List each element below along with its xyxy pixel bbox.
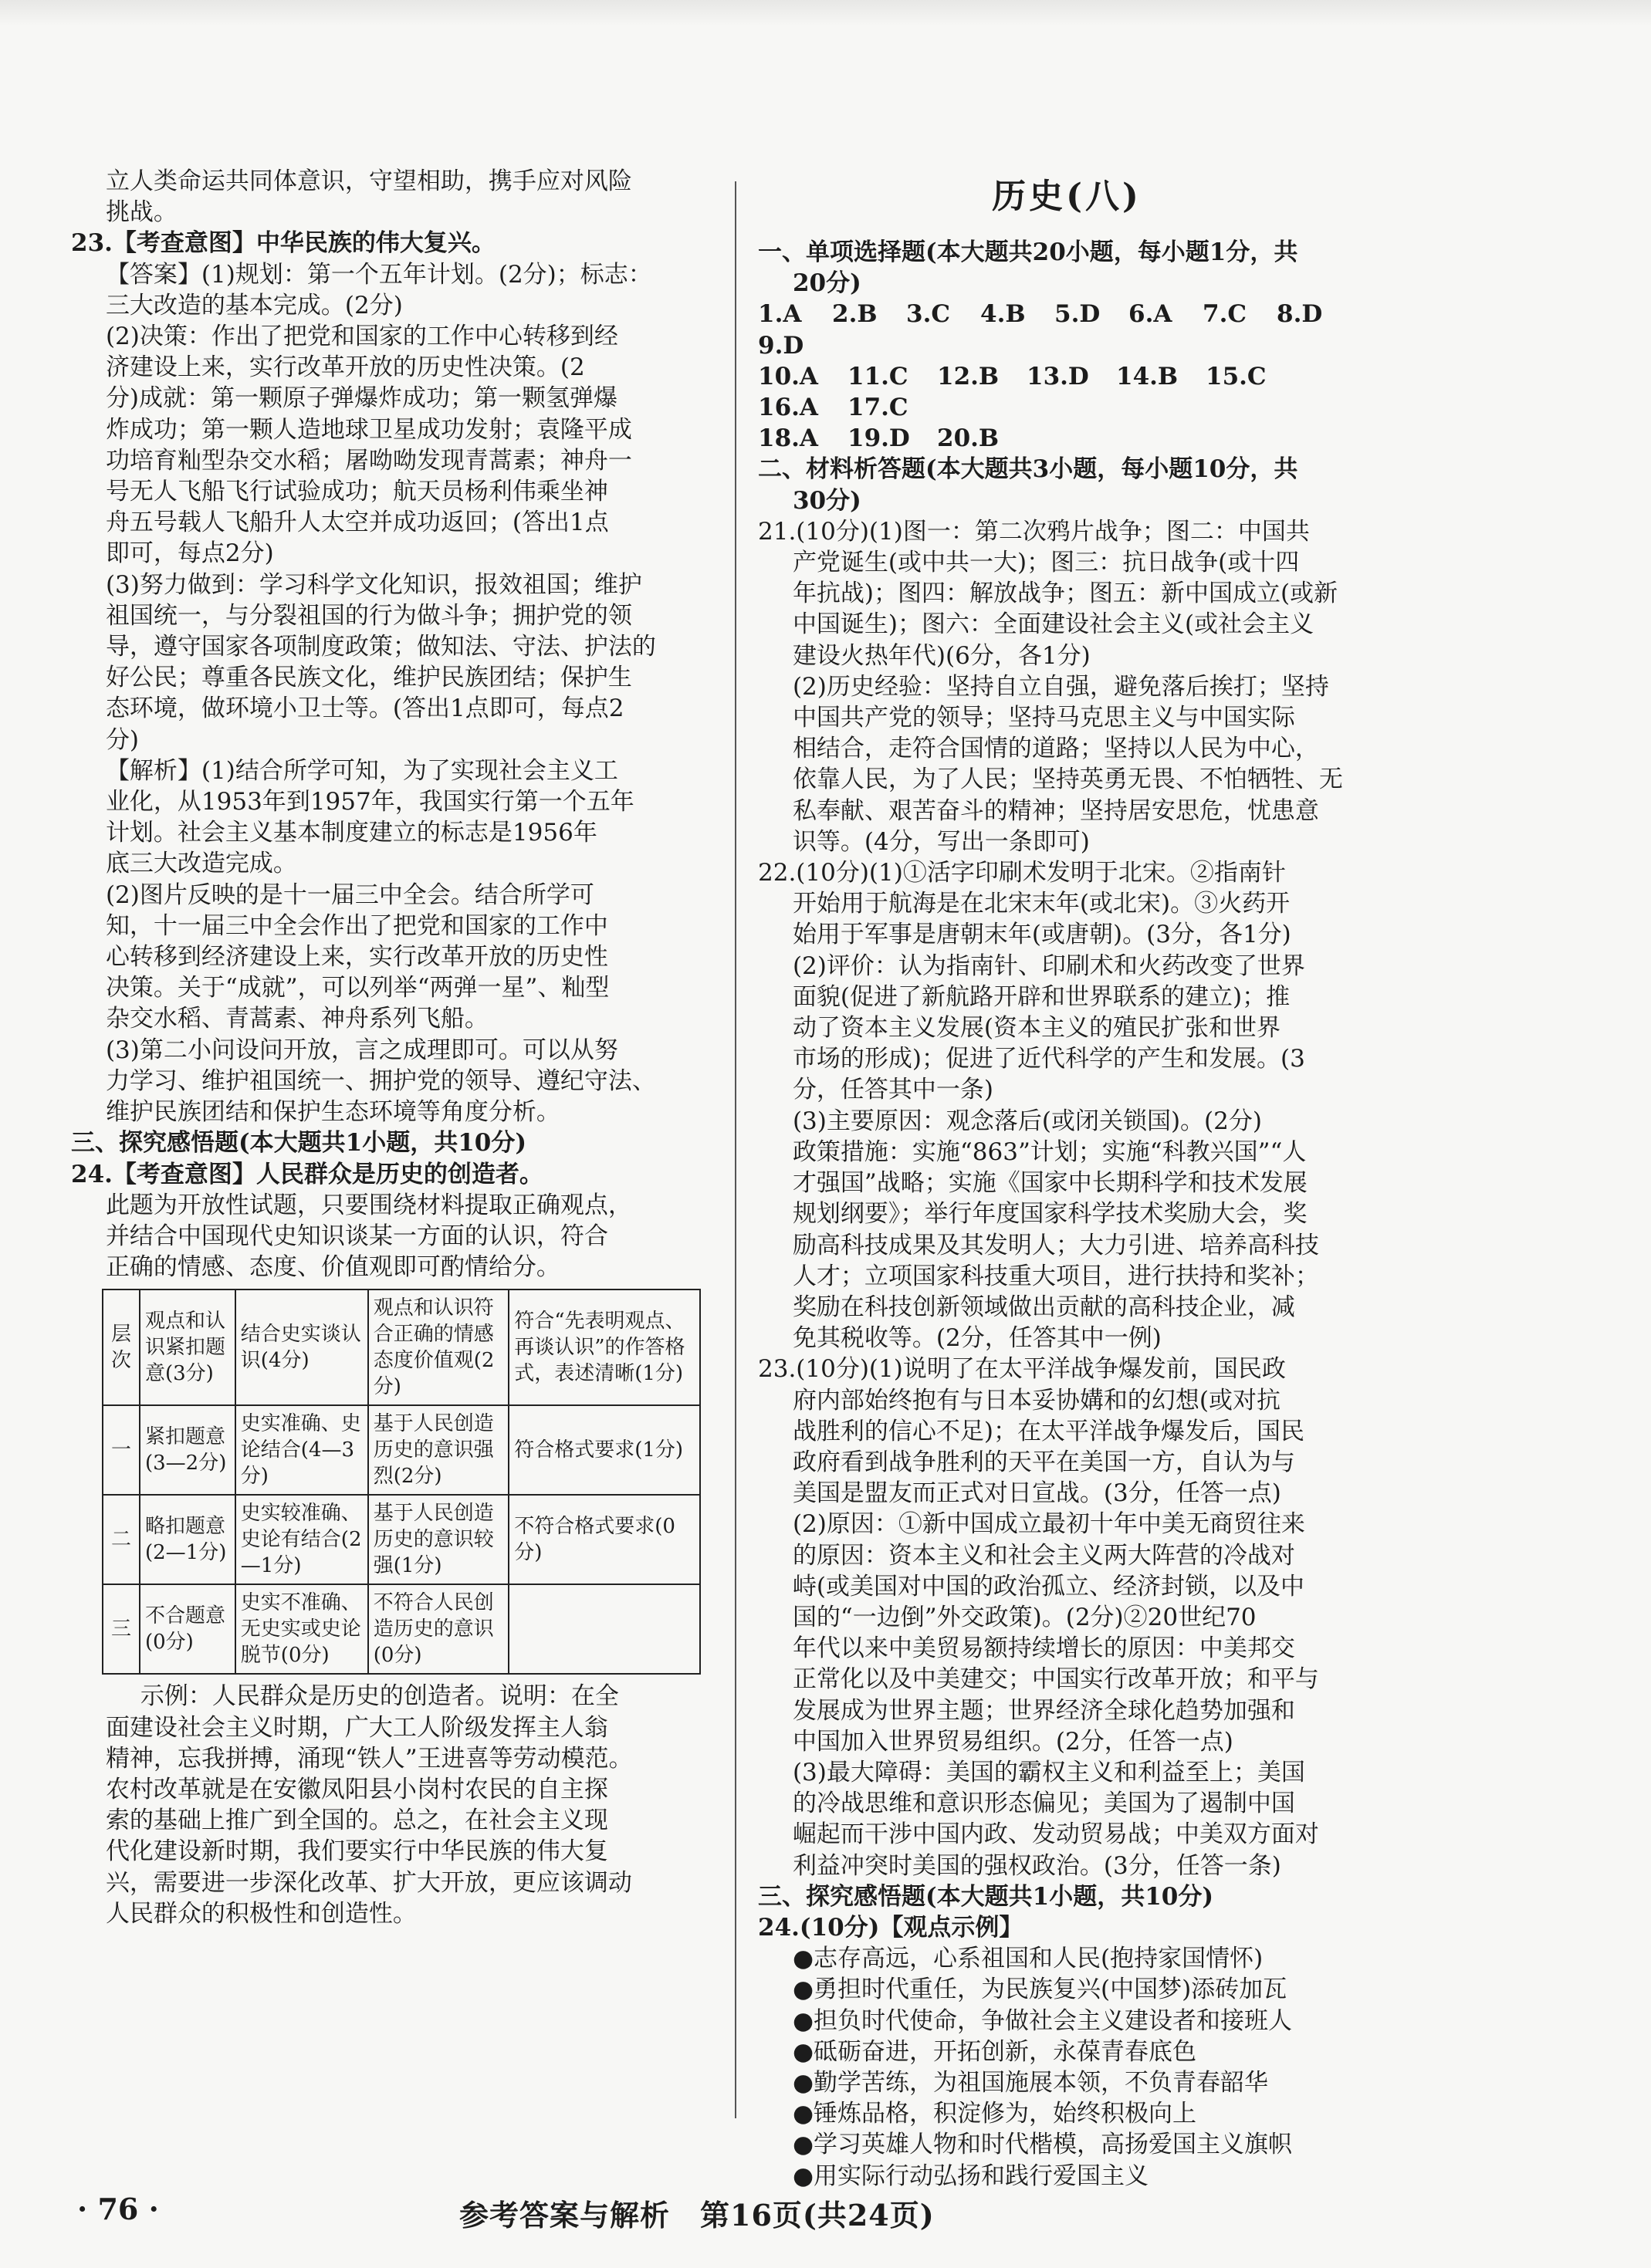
answer-item: 3.C <box>906 300 951 329</box>
question-22-line: 规划纲要》；举行年度国家科学技术奖励大会，奖 <box>792 1200 1308 1229</box>
analysis-line: 【解析】(1)结合所学可知，为了实现社会主义工 <box>105 756 618 785</box>
answer-line: 三大改造的基本完成。(2分) <box>105 291 403 319</box>
question-23-line: 美国是盟友而正式对日宣战。(3分，任答一点) <box>792 1479 1281 1508</box>
table-cell: 史实不准确、无史实或史论脱节(0分) <box>235 1584 368 1674</box>
analysis-line: 力学习、维护祖国统一、拥护党的领导、遵纪守法、 <box>105 1066 656 1095</box>
answer-item: 18.A <box>758 424 818 453</box>
answer-item: 19.D <box>847 424 910 453</box>
question-22-line: 励高科技成果及其发明人；大力引进、培养高科技 <box>792 1231 1319 1259</box>
answer-line: 祖国统一，与分裂祖国的行为做斗争；拥护党的领 <box>105 601 632 630</box>
section-title: 历史(八) <box>992 177 1142 216</box>
answer-line: 【答案】(1)规划：第一个五年计划。(2分)；标志： <box>105 260 652 289</box>
text-line: 立人类命运共同体意识，守望相助，携手应对风险 <box>105 167 632 195</box>
table-row <box>103 1405 700 1495</box>
table-cell <box>509 1584 700 1674</box>
answer-item: 12.B <box>937 362 1000 390</box>
section-3-heading: 三、探究感悟题(本大题共1小题，共10分) <box>758 1882 1214 1911</box>
answer-line: (3)努力做到：学习科学文化知识，报效祖国；维护 <box>105 570 642 599</box>
analysis-line: 计划。社会主义基本制度建立的标志是1956年 <box>105 819 597 847</box>
answer-line: 即可，每点2分) <box>105 539 274 568</box>
answer-line: 济建设上来，实行改革开放的历史性决策。(2 <box>105 353 585 382</box>
question-23-line: 年代以来中美贸易额持续增长的原因：中美邦交 <box>792 1634 1295 1663</box>
question-22-line: 动了资本主义发展(资本主义的殖民扩张和世界 <box>792 1014 1281 1043</box>
answer-item: 10.A <box>758 362 818 390</box>
question-22-line: 分，任答其中一条) <box>792 1076 994 1104</box>
text-line: 正确的情感、态度、价值观即可酌情给分。 <box>105 1253 560 1282</box>
table-cell: 不符合格式要求(0分) <box>509 1495 700 1584</box>
example-line: 人民群众的积极性和创造性。 <box>105 1899 417 1928</box>
question-23-line: 府内部始终抱有与日本妥协媾和的幻想(或对抗 <box>792 1386 1281 1415</box>
answer-item: 1.A <box>758 300 802 329</box>
table-cell: 不合题意(0分) <box>140 1584 235 1674</box>
answer-item: 5.D <box>1054 300 1101 329</box>
question-22-line: (2)评价：认为指南针、印刷术和火药改变了世界 <box>792 951 1305 980</box>
section-1-heading: 一、单项选择题(本大题共20小题，每小题1分，共 <box>758 238 1298 266</box>
viewpoint-bullet: ●勇担时代重任，为民族复兴(中国梦)添砖加瓦 <box>792 1976 1287 2004</box>
answer-item: 14.B <box>1116 362 1179 390</box>
table-cell: 三 <box>103 1584 140 1674</box>
table-cell: 基于人民创造历史的意识较强(1分) <box>368 1495 509 1584</box>
analysis-line: 知，十一届三中全会作出了把党和国家的工作中 <box>105 911 608 940</box>
answer-item: 9.D <box>758 331 804 360</box>
example-line: 兴，需要进一步深化改革、扩大开放，更应该调动 <box>105 1868 632 1897</box>
table-cell: 二 <box>103 1495 140 1584</box>
answer-item: 6.A <box>1128 300 1172 329</box>
question-22-line: 始用于军事是唐朝末年(或唐朝)。(3分，各1分) <box>792 921 1291 949</box>
question-23-line: (3)最大障碍：美国的霸权主义和利益至上；美国 <box>792 1758 1305 1786</box>
table-cell: 符合格式要求(1分) <box>509 1405 700 1495</box>
question-23-line: 峙(或美国对中国的政治孤立、经济封锁，以及中 <box>792 1572 1305 1600</box>
question-21-line: 年抗战)；图四：解放战争；图五：新中国成立(或新 <box>792 580 1338 608</box>
analysis-line: 底三大改造完成。 <box>105 850 297 878</box>
right-column <box>758 174 1375 2192</box>
question-23-line: 的原因：资本主义和社会主义两大阵营的冷战对 <box>792 1541 1295 1570</box>
section-2-heading: 30分) <box>792 486 861 515</box>
question-21-line: 中国诞生)；图六：全面建设社会主义(或社会主义 <box>792 610 1314 639</box>
table-cell: 一 <box>103 1405 140 1495</box>
question-22-line: 市场的形成)；促进了近代科学的产生和发展。(3 <box>792 1045 1305 1073</box>
answer-line: 功培育籼型杂交水稻；屠呦呦发现青蒿素；神舟一 <box>105 446 632 475</box>
question-23-line: 利益冲突时美国的强权政治。(3分，任答一条) <box>792 1851 1281 1880</box>
question-22-line: 奖励在科技创新领域做出贡献的高科技企业，减 <box>792 1293 1295 1321</box>
table-cell: 史实较准确、史论有结合(2—1分) <box>235 1495 368 1584</box>
question-23-line: 政府看到战争胜利的天平在美国一方，自认为与 <box>792 1448 1295 1476</box>
table-cell: 史实准确、史论结合(4—3分) <box>235 1405 368 1495</box>
question-24-heading: 24.【考查意图】人民群众是历史的创造者。 <box>71 1160 543 1188</box>
question-23-line: 中国加入世界贸易组织。(2分，任答一点) <box>792 1727 1233 1756</box>
table-header-cell: 结合史实谈认识(4分) <box>235 1289 368 1405</box>
question-22-line: 政策措施：实施“863”计划；实施“科教兴国”“人 <box>792 1137 1307 1166</box>
table-header-row <box>103 1289 700 1405</box>
scan-top-band <box>0 0 1651 26</box>
answer-line: 态环境，做环境小卫士等。(答出1点即可，每点2 <box>105 695 624 723</box>
answer-item: 4.B <box>980 300 1026 329</box>
question-22-line: 才强国”战略；实施《国家中长期科学和技术发展 <box>792 1169 1308 1198</box>
question-23-line: 的冷战思维和意识形态偏见；美国为了遏制中国 <box>792 1790 1295 1818</box>
table-cell: 不符合人民创造历史的意识(0分) <box>368 1584 509 1674</box>
question-21-line: 中国共产党的领导；坚持马克思主义与中国实际 <box>792 704 1295 732</box>
answer-item: 17.C <box>847 394 908 422</box>
analysis-line: 决策。关于“成就”，可以列举“两弹一星”、籼型 <box>105 974 610 1002</box>
example-line: 面建设社会主义时期，广大工人阶级发挥主人翁 <box>105 1713 608 1742</box>
answer-line: 好公民；尊重各民族文化，维护民族团结；保护生 <box>105 664 632 692</box>
question-21-line: 私奉献、艰苦奋斗的精神；坚持居安思危，忧患意 <box>792 796 1319 825</box>
question-23-line: 发展成为世界主题；世界经济全球化趋势加强和 <box>792 1696 1295 1725</box>
answer-item: 16.A <box>758 394 818 422</box>
answer-item: 13.D <box>1027 362 1089 390</box>
answer-item: 20.B <box>937 424 1000 453</box>
table-header-cell: 层次 <box>103 1289 140 1405</box>
column-divider <box>735 181 736 2118</box>
table-row <box>103 1584 700 1674</box>
analysis-line: 维护民族团结和保护生态环境等角度分析。 <box>105 1098 560 1127</box>
table-row <box>103 1495 700 1584</box>
question-24-heading: 24.(10分)【观点示例】 <box>758 1913 1023 1942</box>
question-21-line: 21.(10分)(1)图一：第二次鸦片战争；图二：中国共 <box>758 517 1310 546</box>
page-number: · 76 · <box>77 2192 159 2226</box>
analysis-line: 业化，从1953年到1957年，我国实行第一个五年 <box>105 788 634 816</box>
question-21-line: 相结合，走符合国情的道路；坚持以人民为中心， <box>792 735 1319 763</box>
answer-key-row <box>758 299 1375 360</box>
section-2-heading: 二、材料析答题(本大题共3小题，每小题10分，共 <box>758 455 1298 484</box>
text-line: 并结合中国现代史知识谈某一方面的认识，符合 <box>105 1222 608 1250</box>
viewpoint-bullet: ●志存高远，心系祖国和人民(抱持家国情怀) <box>792 1945 1264 1973</box>
answer-line: 号无人飞船飞行试验成功；航天员杨利伟乘坐神 <box>105 478 608 506</box>
question-22-line: 人才；立项国家科技重大项目，进行扶持和奖补； <box>792 1262 1319 1290</box>
section-1-heading: 20分) <box>792 269 861 298</box>
example-line: 索的基础上推广到全国的。总之，在社会主义现 <box>105 1807 608 1835</box>
example-line: 精神，忘我拼搏，涌现“铁人”王进喜等劳动模范。 <box>105 1744 633 1773</box>
table-header-cell: 观点和认识紧扣题意(3分) <box>140 1289 235 1405</box>
question-23-heading: 23.【考查意图】中华民族的伟大复兴。 <box>71 229 496 258</box>
table-header-cell: 符合“先表明观点、再谈认识”的作答格式，表述清晰(1分) <box>509 1289 700 1405</box>
table-header-cell: 观点和认识符合正确的情感态度价值观(2分) <box>368 1289 509 1405</box>
answer-key-row <box>758 361 1375 423</box>
answer-line: 分) <box>105 725 140 754</box>
question-23-line: 正常化以及中美建交；中国实行改革开放；和平与 <box>792 1665 1319 1694</box>
question-21-line: 识等。(4分，写出一条即可) <box>792 827 1090 856</box>
answer-item: 11.C <box>847 362 908 390</box>
text-line: 此题为开放性试题，只要围绕材料提取正确观点， <box>105 1191 632 1219</box>
question-21-line: 产党诞生(或中共一大)；图三：抗日战争(或十四 <box>792 549 1300 577</box>
analysis-line: (3)第二小问设问开放，言之成理即可。可以从努 <box>105 1036 618 1064</box>
answer-item: 15.C <box>1206 362 1267 390</box>
viewpoint-bullet: ●担负时代使命，争做社会主义建设者和接班人 <box>792 2006 1292 2035</box>
viewpoint-bullet: ●锤炼品格，积淀修为，始终积极向上 <box>792 2100 1196 2128</box>
example-line: 示例：人民群众是历史的创造者。说明：在全 <box>140 1682 619 1711</box>
answer-line: (2)决策：作出了把党和国家的工作中心转移到经 <box>105 323 618 351</box>
section-3-heading: 三、探究感悟题(本大题共1小题，共10分) <box>71 1129 527 1158</box>
question-23-line: 崛起而干涉中国内政、发动贸易战；中美双方面对 <box>792 1820 1319 1849</box>
left-column <box>71 166 704 1929</box>
page-footer <box>0 2192 1651 2238</box>
answer-line: 分)成就：第一颗原子弹爆炸成功；第一颗氢弹爆 <box>105 384 618 413</box>
question-22-line: 免其税收等。(2分，任答其中一例) <box>792 1324 1162 1353</box>
question-23-line: 战胜利的信心不足)；在太平洋战争爆发后，国民 <box>792 1417 1305 1445</box>
answer-line: 舟五号载人飞船升人太空并成功返回；(答出1点 <box>105 509 609 537</box>
scoring-rubric-table <box>102 1289 701 1675</box>
viewpoint-bullet: ●砥砺奋进，开拓创新，永葆青春底色 <box>792 2037 1196 2066</box>
viewpoint-bullet: ●勤学苦练，为祖国施展本领，不负青春韶华 <box>792 2068 1268 2097</box>
answer-key-row <box>758 423 1375 454</box>
question-22-line: 22.(10分)(1)①活字印刷术发明于北宋。②指南针 <box>758 859 1286 887</box>
answer-line: 导，遵守国家各项制度政策；做知法、守法、护法的 <box>105 633 656 661</box>
answer-line: 炸成功；第一颗人造地球卫星成功发射；袁隆平成 <box>105 415 632 444</box>
answer-item: 8.D <box>1277 300 1323 329</box>
question-23-line: (2)原因：①新中国成立最初十年中美无商贸往来 <box>792 1510 1305 1539</box>
analysis-line: 杂交水稻、青蒿素、神舟系列飞船。 <box>105 1005 489 1033</box>
footer-text: 参考答案与解析 第16页(共24页) <box>459 2198 935 2233</box>
question-23-line: 23.(10分)(1)说明了在太平洋战争爆发前，国民政 <box>758 1355 1286 1384</box>
question-23-line: 国的“一边倒”外交政策)。(2分)②20世纪70 <box>792 1603 1257 1631</box>
text-line: 挑战。 <box>105 198 178 227</box>
question-21-line: 建设火热年代)(6分，各1分) <box>792 641 1091 670</box>
question-21-line: (2)历史经验：坚持自立自强，避免落后挨打；坚持 <box>792 672 1329 701</box>
question-21-line: 依靠人民，为了人民；坚持英勇无畏、不怕牺牲、无 <box>792 766 1343 794</box>
viewpoint-bullet: ●用实际行动弘扬和践行爱国主义 <box>792 2162 1149 2190</box>
question-22-line: 面貌(促进了新航路开辟和世界联系的建立)；推 <box>792 982 1291 1011</box>
answer-item: 2.B <box>832 300 878 329</box>
analysis-line: (2)图片反映的是十一届三中全会。结合所学可 <box>105 880 594 909</box>
viewpoint-bullet: ●学习英雄人物和时代楷模，高扬爱国主义旗帜 <box>792 2131 1292 2159</box>
table-cell: 略扣题意(2—1分) <box>140 1495 235 1584</box>
example-line: 代化建设新时期，我们要实行中华民族的伟大复 <box>105 1837 608 1866</box>
answer-item: 7.C <box>1203 300 1247 329</box>
table-cell: 基于人民创造历史的意识强烈(2分) <box>368 1405 509 1495</box>
table-cell: 紧扣题意(3—2分) <box>140 1405 235 1495</box>
analysis-line: 心转移到经济建设上来，实行改革开放的历史性 <box>105 943 608 972</box>
example-line: 农村改革就是在安徽凤阳县小岗村农民的自主探 <box>105 1775 608 1803</box>
question-22-line: 开始用于航海是在北宋末年(或北宋)。③火药开 <box>792 890 1291 918</box>
question-22-line: (3)主要原因：观念落后(或闭关锁国)。(2分) <box>792 1107 1262 1135</box>
